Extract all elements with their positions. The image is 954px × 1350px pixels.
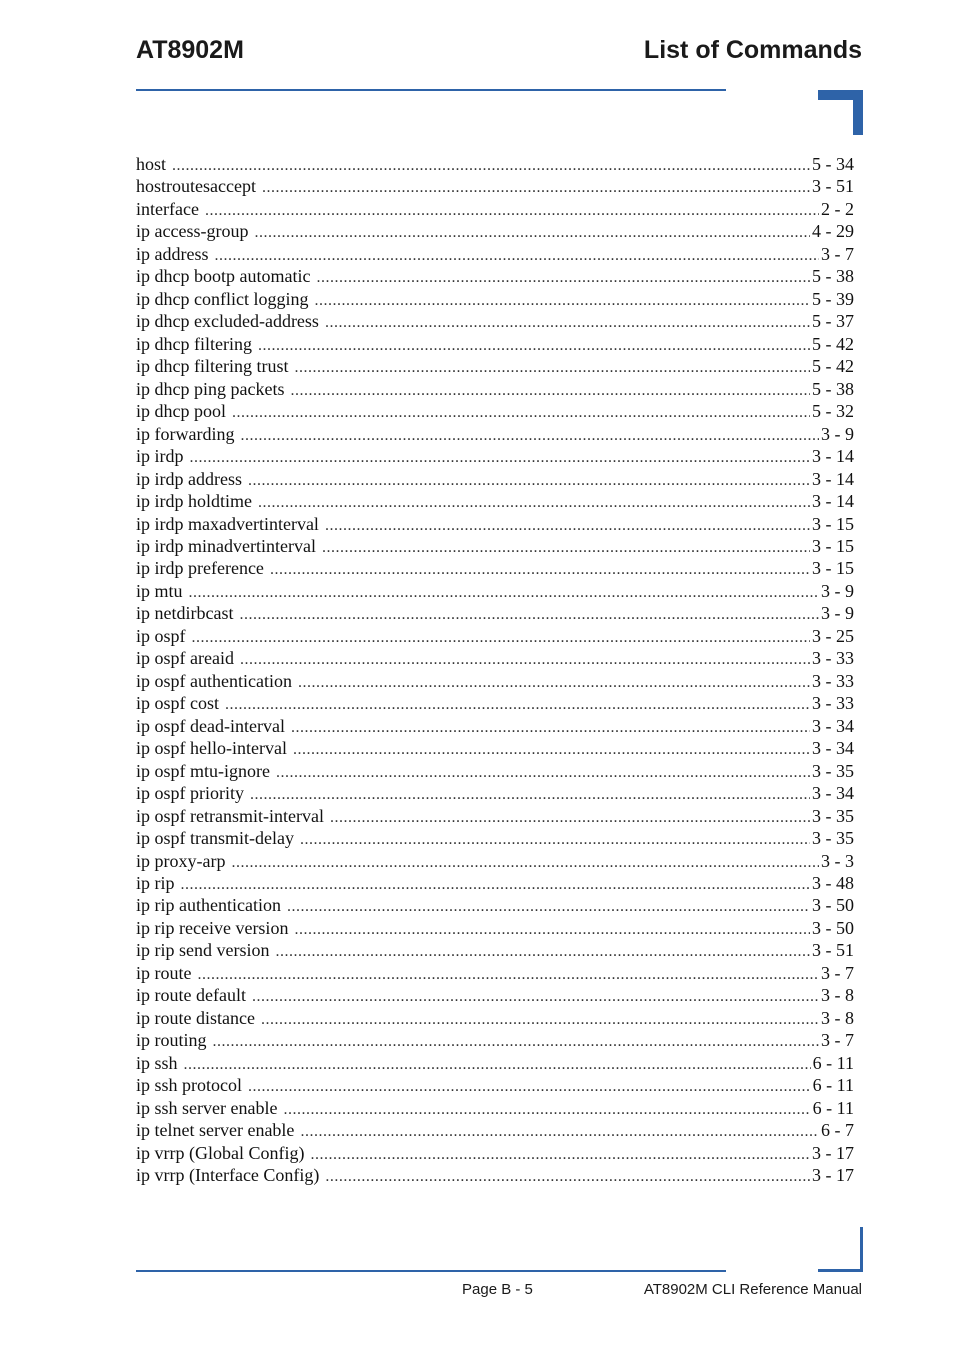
dot-leader (314, 290, 810, 312)
index-entry (136, 243, 854, 265)
index-entry (136, 378, 854, 400)
footer-corner-mark (818, 1227, 863, 1272)
page-reference: 3 - 9 (821, 423, 854, 444)
dot-leader (276, 762, 810, 784)
page-reference: 3 - 7 (821, 243, 854, 264)
dot-leader (181, 874, 811, 896)
command-name: ip irdp address (136, 468, 242, 489)
page-reference: 3 - 14 (812, 491, 854, 512)
dot-leader (214, 245, 819, 267)
dot-leader (184, 1054, 811, 1076)
command-name: interface (136, 198, 199, 219)
command-name: ip dhcp bootp automatic (136, 266, 311, 287)
page-reference: 3 - 15 (812, 558, 854, 579)
page-reference: 3 - 3 (821, 850, 854, 871)
dot-leader (294, 919, 810, 941)
dot-leader (258, 492, 810, 514)
command-name: ip irdp (136, 446, 184, 467)
command-name: ip irdp maxadvertinterval (136, 513, 319, 534)
page-reference: 3 - 7 (821, 1030, 854, 1051)
page-reference: 3 - 34 (812, 783, 854, 804)
page-reference: 3 - 25 (812, 625, 854, 646)
index-entry (136, 894, 854, 916)
dot-leader (254, 222, 810, 244)
page-reference: 3 - 35 (812, 828, 854, 849)
index-entry (136, 1074, 854, 1096)
index-entry (136, 1142, 854, 1164)
page-reference: 3 - 14 (812, 468, 854, 489)
command-name: ip ssh (136, 1052, 178, 1073)
index-entry (136, 670, 854, 692)
page-reference: 5 - 38 (812, 378, 854, 399)
dot-leader (322, 537, 810, 559)
dot-leader (330, 807, 810, 829)
index-entry (136, 333, 854, 355)
command-name: ip vrrp (Global Config) (136, 1142, 305, 1163)
command-name: ip mtu (136, 580, 183, 601)
index-entry (136, 1119, 854, 1141)
page-reference: 3 - 33 (812, 693, 854, 714)
dot-leader (275, 941, 810, 963)
index-entry (136, 850, 854, 872)
dot-leader (270, 559, 810, 581)
header-rule (136, 89, 726, 91)
command-name: ip route default (136, 985, 246, 1006)
index-entry (136, 760, 854, 782)
dot-leader (300, 829, 810, 851)
dot-leader (325, 1166, 810, 1188)
command-name: ip rip (136, 873, 175, 893)
command-name: ip dhcp filtering (136, 333, 252, 354)
index-entry (136, 175, 854, 197)
index-entry (136, 1052, 854, 1074)
command-name: ip dhcp conflict logging (136, 288, 309, 309)
page-reference: 3 - 33 (812, 648, 854, 669)
dot-leader (325, 312, 810, 334)
index-entry (136, 805, 854, 827)
index-entry (136, 468, 854, 490)
index-entry (136, 625, 854, 647)
index-entry (136, 557, 854, 579)
dot-leader (293, 739, 810, 761)
index-entry (136, 513, 854, 535)
dot-leader (172, 155, 810, 177)
index-entry (136, 1164, 854, 1186)
command-name: ip proxy-arp (136, 850, 226, 871)
command-name: ip ospf (136, 625, 186, 646)
page-reference: 3 - 48 (812, 873, 854, 893)
footer-rule (136, 1270, 726, 1272)
dot-leader (325, 515, 810, 537)
command-name: ip route (136, 962, 192, 983)
dot-leader (205, 200, 819, 222)
dot-leader (248, 1076, 811, 1098)
page-reference: 3 - 51 (812, 176, 854, 197)
page-reference: 3 - 15 (812, 513, 854, 534)
command-name: ip rip receive version (136, 917, 289, 938)
index-entry (136, 827, 854, 849)
page-reference: 3 - 7 (821, 962, 854, 983)
dot-leader (239, 604, 819, 626)
page-reference: 5 - 37 (812, 311, 854, 332)
page-reference: 5 - 38 (812, 266, 854, 287)
index-entry (136, 490, 854, 512)
index-entry (136, 580, 854, 602)
section-title: List of Commands (643, 36, 862, 64)
command-name: ip ospf dead-interval (136, 715, 285, 736)
page-reference: 6 - 11 (812, 1097, 854, 1118)
dot-leader (291, 717, 810, 739)
index-entry (136, 872, 854, 894)
command-name: ip ssh server enable (136, 1097, 278, 1118)
page-reference: 5 - 42 (812, 356, 854, 377)
index-entry (136, 423, 854, 445)
dot-leader (232, 402, 810, 424)
dot-leader (213, 1031, 820, 1053)
command-name: ip routing (136, 1030, 207, 1051)
dot-leader (310, 1144, 810, 1166)
index-entry (136, 400, 854, 422)
command-name: ip rip authentication (136, 895, 281, 916)
document-title: AT8902M (136, 36, 244, 64)
index-entry (136, 692, 854, 714)
index-entry (136, 917, 854, 939)
command-name: hostroutesaccept (136, 176, 256, 197)
dot-leader (198, 964, 820, 986)
dot-leader (316, 267, 810, 289)
command-name: ip ospf mtu-ignore (136, 760, 270, 781)
index-entry (136, 1029, 854, 1051)
index-entry (136, 153, 854, 175)
page-reference: 3 - 35 (812, 760, 854, 781)
dot-leader (192, 627, 811, 649)
index-entry (136, 198, 854, 220)
dot-leader (262, 177, 810, 199)
page-reference: 3 - 50 (812, 917, 854, 938)
index-entry (136, 220, 854, 242)
page-reference: 3 - 8 (821, 1007, 854, 1028)
index-entry (136, 602, 854, 624)
dot-leader (231, 852, 819, 874)
command-name: ip ospf areaid (136, 648, 234, 669)
page-reference: 6 - 11 (812, 1075, 854, 1096)
dot-leader (240, 649, 810, 671)
command-name: ip netdirbcast (136, 603, 234, 624)
index-entry (136, 1097, 854, 1119)
header-corner-mark (818, 90, 863, 135)
index-entry (136, 984, 854, 1006)
page-reference: 2 - 2 (821, 198, 854, 219)
index-entry (136, 737, 854, 759)
page-reference: 3 - 34 (812, 715, 854, 736)
dot-leader (298, 672, 810, 694)
page-reference: 3 - 17 (812, 1165, 854, 1186)
dot-leader (294, 357, 810, 379)
command-name: ip ospf cost (136, 693, 219, 714)
index-entry (136, 265, 854, 287)
page-reference: 6 - 7 (821, 1120, 854, 1141)
page-reference: 3 - 14 (812, 446, 854, 467)
command-name: ip dhcp excluded-address (136, 311, 319, 332)
dot-leader (252, 986, 819, 1008)
page-reference: 3 - 34 (812, 738, 854, 759)
index-entry (136, 355, 854, 377)
page-reference: 3 - 15 (812, 535, 854, 556)
page-reference: 5 - 39 (812, 288, 854, 309)
page-reference: 3 - 51 (812, 940, 854, 961)
command-name: ip ospf priority (136, 783, 244, 804)
page-reference: 3 - 9 (821, 580, 854, 601)
page-reference: 3 - 17 (812, 1142, 854, 1163)
dot-leader (240, 425, 819, 447)
dot-leader (250, 784, 810, 806)
dot-leader (287, 896, 810, 918)
command-name: host (136, 154, 167, 174)
command-name: ip dhcp pool (136, 401, 226, 422)
command-name: ip ospf authentication (136, 670, 292, 691)
command-name: ip route distance (136, 1007, 255, 1028)
command-name: ip forwarding (136, 423, 235, 444)
command-name: ip dhcp ping packets (136, 378, 285, 399)
index-entry (136, 962, 854, 984)
index-entry (136, 535, 854, 557)
command-name: ip irdp holdtime (136, 491, 252, 512)
command-name: ip ssh protocol (136, 1075, 242, 1096)
index-entry (136, 1007, 854, 1029)
command-name: ip ospf transmit-delay (136, 828, 294, 849)
dot-leader (248, 470, 810, 492)
page-reference: 3 - 35 (812, 805, 854, 826)
page-reference: 3 - 33 (812, 670, 854, 691)
page-reference: 3 - 8 (821, 985, 854, 1006)
command-name: ip irdp preference (136, 558, 264, 579)
dot-leader (258, 335, 810, 357)
manual-title: AT8902M CLI Reference Manual (643, 1281, 862, 1298)
page-reference: 3 - 50 (812, 895, 854, 916)
dot-leader (225, 694, 810, 716)
index-entry (136, 288, 854, 310)
dot-leader (261, 1009, 819, 1031)
dot-leader (190, 447, 811, 469)
command-name: ip telnet server enable (136, 1120, 295, 1141)
page-reference: 4 - 29 (812, 221, 854, 242)
index-entry (136, 647, 854, 669)
page-reference: 5 - 42 (812, 333, 854, 354)
index-entry (136, 939, 854, 961)
dot-leader (290, 380, 810, 402)
command-name: ip rip send version (136, 940, 270, 961)
command-name: ip access-group (136, 221, 249, 242)
command-name: ip ospf hello-interval (136, 738, 287, 759)
index-entry (136, 715, 854, 737)
page-reference: 5 - 34 (812, 154, 854, 174)
command-name: ip address (136, 243, 209, 264)
dot-leader (283, 1099, 810, 1121)
command-name: ip irdp minadvertinterval (136, 535, 316, 556)
page-number: Page B - 5 (462, 1281, 533, 1298)
page-reference: 6 - 11 (812, 1052, 854, 1073)
index-entry (136, 445, 854, 467)
page-reference: 3 - 9 (821, 603, 854, 624)
dot-leader (189, 582, 819, 604)
command-index (136, 153, 854, 1187)
page-reference: 5 - 32 (812, 401, 854, 422)
command-name: ip dhcp filtering trust (136, 356, 289, 377)
command-name: ip vrrp (Interface Config) (136, 1165, 320, 1186)
index-entry (136, 310, 854, 332)
dot-leader (300, 1121, 819, 1143)
command-name: ip ospf retransmit-interval (136, 805, 324, 826)
index-entry (136, 782, 854, 804)
